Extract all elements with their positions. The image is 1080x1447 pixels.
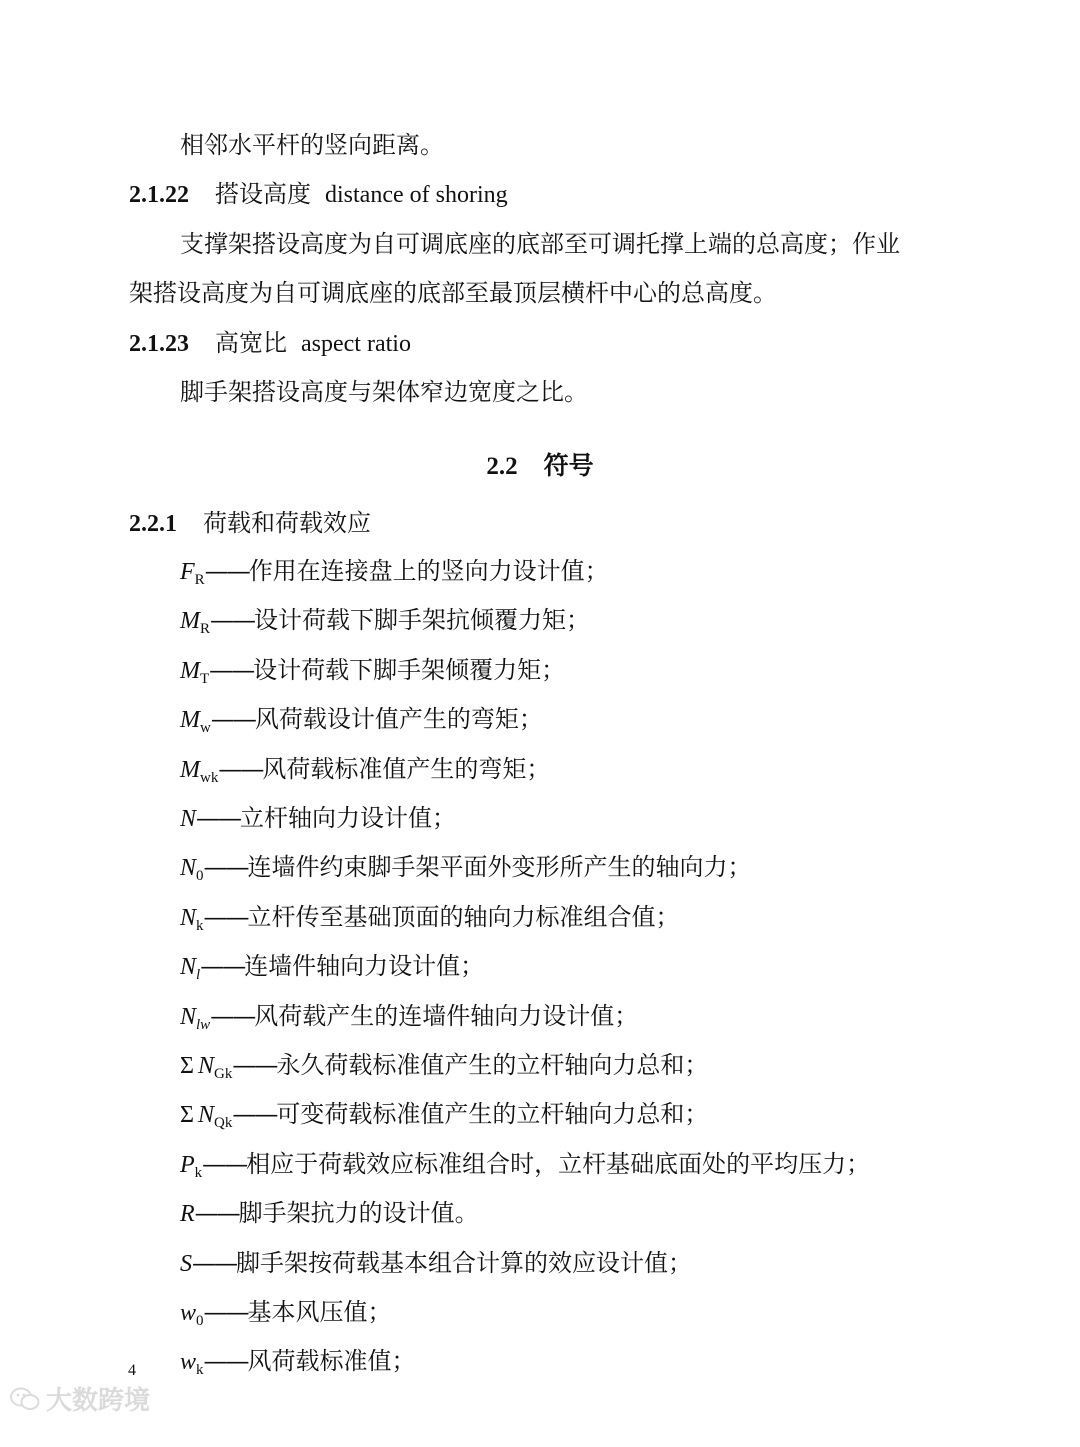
symbol-description: 作用在连接盘上的竖向力设计值； (248, 557, 609, 585)
symbol-subscript: k (196, 918, 204, 934)
symbol-description: 连墙件轴向力设计值； (244, 952, 485, 980)
clause-heading (129, 177, 508, 212)
clause-term-en: distance of shoring (325, 182, 508, 208)
clause-body-line: 脚手架搭设高度与架体窄边宽度之比。 (180, 378, 588, 406)
symbol-description: 脚手架抗力的设计值。 (238, 1199, 479, 1227)
symbol-row (180, 1196, 479, 1231)
symbol-dash: —— (203, 903, 248, 931)
subsection-title: 荷载和荷载效应 (203, 509, 371, 537)
symbol-description: 风荷载标准值产生的弯矩； (262, 755, 551, 783)
symbol-row (180, 554, 609, 597)
symbol-dash: —— (204, 557, 249, 585)
clause-heading (129, 326, 411, 361)
symbol-main: N (180, 1004, 197, 1030)
symbol-row (180, 850, 752, 893)
symbol-main: M (180, 757, 200, 783)
symbol-dash: —— (232, 1051, 277, 1079)
symbol-main: N (180, 806, 197, 832)
symbol-main: M (180, 608, 200, 634)
symbol-main: N (180, 954, 197, 980)
symbol-prefix: Σ (180, 1102, 194, 1128)
symbol-main: P (180, 1152, 195, 1178)
symbol-dash: —— (232, 1100, 277, 1128)
symbol-row (180, 949, 484, 992)
symbol-description: 脚手架按荷载基本组合计算的效应设计值； (236, 1249, 692, 1277)
continuation-text: 相邻水平杆的竖向距离。 (180, 131, 444, 159)
symbol-main: w (180, 1300, 197, 1326)
symbol-description: 连墙件约束脚手架平面外变形所产生的轴向力； (247, 853, 752, 881)
symbol-description: 风荷载标准值； (247, 1347, 416, 1375)
symbol-main: w (180, 1349, 197, 1375)
symbol-main: N (180, 905, 197, 931)
symbol-prefix: Σ (180, 1053, 194, 1079)
symbol-main: F (180, 559, 195, 585)
clause-term-zh: 高宽比 (215, 329, 287, 357)
symbol-dash: —— (203, 853, 248, 881)
symbol-subscript: 0 (196, 868, 204, 884)
symbol-dash: —— (192, 1249, 236, 1277)
symbol-row (180, 1097, 708, 1140)
symbol-row (180, 900, 680, 943)
symbol-row (180, 1048, 708, 1091)
symbol-row (180, 1147, 870, 1190)
symbol-description: 设计荷载下脚手架倾覆力矩； (253, 656, 566, 684)
section-name: 符号 (543, 451, 594, 480)
symbol-subscript: 0 (196, 1313, 204, 1329)
watermark (10, 1380, 150, 1417)
symbol-dash: —— (210, 1002, 255, 1030)
symbol-dash: —— (194, 1199, 239, 1227)
page-number: 4 (128, 1362, 136, 1379)
clause-term-zh: 搭设高度 (215, 180, 311, 208)
symbol-row (180, 653, 565, 696)
symbol-subscript: wk (200, 770, 219, 786)
symbol-row (180, 1344, 416, 1387)
subsection-number: 2.2.1 (129, 511, 177, 537)
clause-term-en: aspect ratio (301, 331, 411, 357)
clause-number: 2.1.22 (129, 182, 189, 208)
symbol-main: M (180, 707, 200, 733)
symbol-dash: —— (203, 1347, 248, 1375)
symbol-main: R (180, 1201, 195, 1227)
symbol-dash: —— (196, 804, 241, 832)
wechat-icon (10, 1386, 40, 1412)
symbol-row (180, 801, 456, 836)
symbol-subscript: Gk (213, 1066, 233, 1082)
symbol-dash: —— (203, 1298, 248, 1326)
symbol-dash: —— (209, 656, 254, 684)
symbol-description: 风荷载产生的连墙件轴向力设计值； (254, 1002, 639, 1030)
symbol-description: 可变荷载标准值产生的立杆轴向力总和； (276, 1100, 709, 1128)
symbol-subscript: k (194, 1165, 203, 1181)
symbol-main: S (180, 1251, 192, 1277)
symbol-dash: —— (218, 755, 263, 783)
clause-body-line: 架搭设高度为自可调底座的底部至最顶层横杆中心的总高度。 (129, 279, 777, 307)
symbol-description: 立杆传至基础顶面的轴向力标准组合值； (247, 903, 680, 931)
symbol-dash: —— (210, 705, 255, 733)
symbol-main: N (197, 1053, 214, 1079)
symbol-subscript: k (196, 1362, 204, 1378)
symbol-subscript: R (200, 621, 211, 637)
symbol-subscript: lw (196, 1017, 211, 1033)
symbol-row (180, 1295, 392, 1338)
subsection-heading (129, 506, 371, 541)
symbol-description: 立杆轴向力设计值； (240, 804, 457, 832)
symbol-main: M (180, 658, 200, 684)
symbol-dash: —— (202, 1150, 247, 1178)
symbol-main: N (197, 1102, 214, 1128)
section-number: 2.2 (486, 453, 518, 480)
symbol-row (180, 1246, 692, 1281)
symbol-subscript: T (200, 671, 210, 687)
symbol-subscript: w (200, 720, 211, 736)
symbol-dash: —— (210, 606, 255, 634)
symbol-dash: —— (200, 952, 245, 980)
symbol-row (180, 702, 543, 745)
symbol-subscript: l (196, 967, 201, 983)
symbol-description: 设计荷载下脚手架抗倾覆力矩； (254, 606, 591, 634)
clause-body-line: 支撑架搭设高度为自可调底座的底部至可调托撑上端的总高度；作业 (180, 230, 900, 258)
symbol-description: 相应于荷载效应标准组合时，立杆基础底面处的平均压力； (246, 1150, 871, 1178)
symbol-main: N (180, 855, 197, 881)
watermark-text: 大数跨境 (46, 1386, 151, 1416)
symbol-description: 风荷载设计值产生的弯矩； (254, 705, 543, 733)
section-title (0, 449, 1080, 484)
symbol-description: 永久荷载标准值产生的立杆轴向力总和； (276, 1051, 709, 1079)
symbol-description: 基本风压值； (247, 1298, 392, 1326)
symbol-subscript: Qk (213, 1115, 233, 1131)
symbol-row (180, 603, 590, 646)
symbol-subscript: R (194, 572, 205, 588)
symbol-row (180, 999, 638, 1042)
clause-number: 2.1.23 (129, 331, 189, 357)
symbol-row (180, 752, 550, 795)
